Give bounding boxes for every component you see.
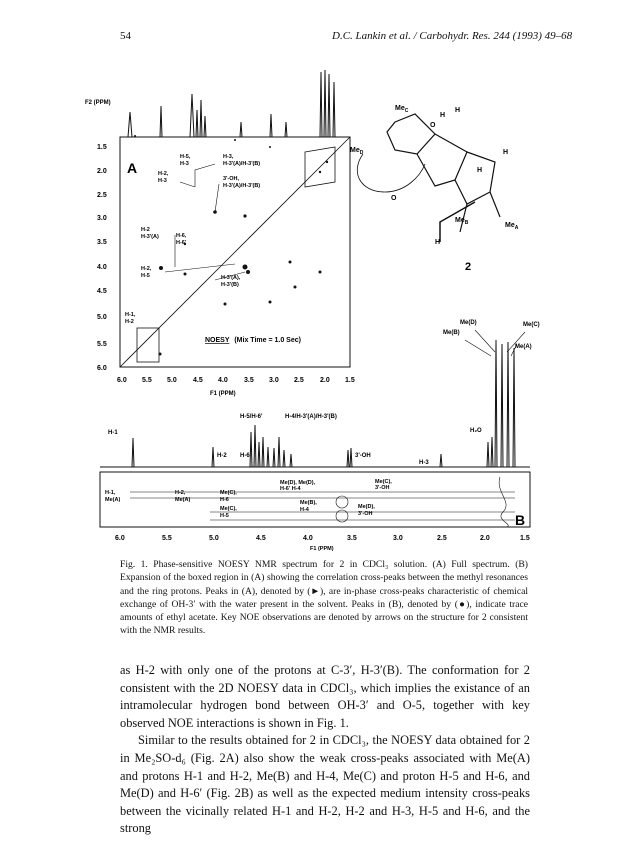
svg-text:H-1,: H-1, (105, 490, 116, 496)
svg-text:H-3'(A),: H-3'(A), (221, 275, 241, 281)
svg-text:H-3,: H-3, (223, 154, 234, 160)
svg-text:H-5: H-5 (220, 513, 229, 519)
structure-labels (350, 105, 519, 246)
proton-spectrum (100, 340, 530, 467)
svg-text:H-2,: H-2, (175, 490, 186, 496)
svg-text:MeA: $Me_A$ (505, 222, 519, 231)
svg-text:4.5: 4.5 (97, 288, 107, 295)
svg-text:1.5: 1.5 (97, 144, 107, 151)
noesy-label: NOESY (Mix Time = 1.0 Sec) (205, 337, 301, 344)
svg-text:2.5: 2.5 (294, 377, 304, 384)
svg-text:3.5: 3.5 (347, 535, 357, 542)
svg-text:Me(D),: Me(D), (358, 504, 375, 510)
svg-text:Me(A): Me(A) (175, 497, 191, 503)
svg-text:H-6': H-6' (176, 240, 187, 246)
svg-text:3.5: 3.5 (97, 239, 107, 246)
svg-text:6.0: 6.0 (115, 535, 125, 542)
svg-text:H-6: H-6 (240, 453, 250, 459)
svg-text:6.0: 6.0 (97, 365, 107, 372)
svg-text:H-2: H-2 (125, 319, 134, 325)
svg-text:H-2,: H-2, (158, 171, 169, 177)
svg-text:5.5: 5.5 (162, 535, 172, 542)
svg-text:2.5: 2.5 (437, 535, 447, 542)
svg-text:H-6,: H-6, (176, 233, 187, 239)
x-ticks-b (115, 535, 530, 542)
panel-a-labels (125, 154, 260, 325)
svg-text:Me(A): Me(A) (105, 497, 121, 503)
compound-number: 2 (465, 261, 472, 273)
svg-text:4.5: 4.5 (256, 535, 266, 542)
svg-text:H-6' H-4: H-6' H-4 (280, 486, 301, 492)
svg-text:H-3'(A): H-3'(A) (141, 234, 159, 240)
spectrum-labels (108, 414, 482, 466)
svg-text:3'-OH: 3'-OH (358, 511, 373, 517)
svg-text:H-3: H-3 (419, 460, 429, 466)
svg-text:H-5,: H-5, (180, 154, 191, 160)
svg-text:3'-OH: 3'-OH (375, 485, 390, 491)
svg-text:Me(B): Me(B) (443, 330, 460, 336)
svg-text:2.0: 2.0 (320, 377, 330, 384)
structure-2 (357, 114, 500, 242)
svg-text:H-6: H-6 (220, 497, 229, 503)
svg-text:Me(C),: Me(C), (220, 490, 237, 496)
x-axis-title-a: F1 (PPM) (210, 391, 236, 397)
svg-text:H: H (440, 112, 446, 119)
svg-text:H₂O: H₂O (470, 428, 482, 434)
svg-text:H: H (503, 149, 509, 156)
svg-text:Me(A): Me(A) (515, 344, 532, 350)
svg-text:5.5: 5.5 (142, 377, 152, 384)
paragraph-1: as H-2 with only one of the protons at C-3′, H-3′(B). The conformation for 2 consistent with the 2D NOESY data in CDCl₃, which implies the existance of an intramolecular hydrogen bond between OH-3′ and O-5, together with key observed NOE interactions is shown in Fig. 1. (120, 663, 530, 730)
running-title: D.C. Lankin et al. / Carbohydr. Res. 244 (1993) 49–68 (332, 30, 573, 42)
svg-text:Me(B),: Me(B), (300, 500, 317, 506)
svg-text:Me(D): Me(D) (460, 320, 477, 326)
svg-text:H-1: H-1 (108, 430, 118, 436)
svg-text:H-3'(A)/H-3'(B): H-3'(A)/H-3'(B) (223, 183, 261, 189)
panel-b-label: B (515, 512, 526, 528)
top-projection (120, 70, 350, 137)
svg-text:5.5: 5.5 (97, 341, 107, 348)
svg-text:H-4: H-4 (300, 507, 309, 513)
svg-text:Me(C),: Me(C), (375, 479, 392, 485)
svg-text:MeD: $Me_D$ (350, 147, 364, 156)
svg-text:3'-OH,: 3'-OH, (223, 176, 239, 182)
y-axis-title: F2 (PPM) (85, 100, 111, 106)
y-ticks (97, 144, 107, 372)
figure-caption: Fig. 1. Phase-sensitive NOESY NMR spectrum for 2 in CDCl₃ solution. (A) Full spectrum. (B) Expansion of the boxed region in (A) showing the correlation cross-peaks between the methyl resonances and the ring protons. Peaks in (A), denoted by (►), are in-phase cross-peaks characteristic of chemical exchange of OH-3′ with the water present in the solvent. Peaks in (B), denoted by (●), indicate trace amounts of ethyl acetate. Key NOE observations are denoted by arrows on the structure for 2 consistent with the NMR results. (120, 559, 528, 637)
page-number: 54 (120, 30, 131, 42)
x-ticks-a (117, 377, 355, 384)
svg-text:1.5: 1.5 (345, 377, 355, 384)
svg-text:1.5: 1.5 (520, 535, 530, 542)
noesy-2d-frame (120, 135, 350, 367)
svg-text:O: O (430, 122, 436, 129)
svg-text:6.0: 6.0 (117, 377, 127, 384)
svg-text:4.0: 4.0 (303, 535, 313, 542)
svg-text:H-4/H-3'(A)/H-3'(B): H-4/H-3'(A)/H-3'(B) (285, 414, 337, 420)
svg-text:H: H (455, 107, 461, 114)
svg-text:H-1,: H-1, (125, 312, 136, 318)
body-text (120, 662, 530, 838)
svg-text:4.0: 4.0 (218, 377, 228, 384)
svg-text:H: H (435, 239, 441, 246)
svg-text:3.0: 3.0 (97, 215, 107, 222)
x-axis-title-b: F1 (PPM) (310, 546, 334, 552)
svg-text:Me(C): Me(C) (523, 322, 540, 328)
svg-text:H-5: H-5 (141, 273, 150, 279)
svg-text:4.5: 4.5 (193, 377, 203, 384)
svg-text:H-2,: H-2, (141, 266, 152, 272)
svg-text:3.0: 3.0 (269, 377, 279, 384)
panel-a-label: A (127, 160, 138, 176)
svg-text:O: O (391, 195, 397, 202)
svg-text:H-2: H-2 (217, 453, 227, 459)
svg-text:H-3'(A)/H-3'(B): H-3'(A)/H-3'(B) (223, 161, 261, 167)
svg-text:H-3'(B): H-3'(B) (221, 282, 239, 288)
svg-text:2.0: 2.0 (480, 535, 490, 542)
svg-text:3.5: 3.5 (244, 377, 254, 384)
svg-text:2.5: 2.5 (97, 192, 107, 199)
paragraph-2: Similar to the results obtained for 2 in CDCl₃, the NOESY data obtained for 2 in Me₂SO-d₆ (Fig. 2A) also show the weak cross-peaks associated with Me(A) and protons H-1 and H-2, Me(B) and H-4, Me(C) and proton H-5 and H-6, and Me(D) and H-6′ (Fig. 2B) as well as the expected medium intensity cross-peaks between the vicinally related H-1 and H-2, H-2 and H-3, H-5 and H-6, and the strong (120, 733, 530, 836)
svg-text:5.0: 5.0 (167, 377, 177, 384)
svg-text:H-5/H-6': H-5/H-6' (240, 414, 263, 420)
svg-text:3'-OH: 3'-OH (355, 453, 371, 459)
svg-text:Me(D), Me(D),: Me(D), Me(D), (280, 480, 316, 486)
svg-text:5.0: 5.0 (209, 535, 219, 542)
svg-text:H-3: H-3 (158, 178, 167, 184)
svg-text:H: H (477, 167, 483, 174)
svg-text:H-3: H-3 (180, 161, 189, 167)
svg-text:MeB: $Me_B$ (455, 217, 469, 226)
panel-b (100, 472, 530, 528)
svg-text:MeC: $Me_C$ (395, 105, 409, 114)
svg-text:5.0: 5.0 (97, 314, 107, 321)
svg-text:Me(C),: Me(C), (220, 506, 237, 512)
svg-text:4.0: 4.0 (97, 264, 107, 271)
methyl-labels (443, 320, 540, 350)
figure-1 (85, 92, 540, 552)
svg-text:3.0: 3.0 (393, 535, 403, 542)
svg-text:H-2: H-2 (141, 227, 150, 233)
svg-text:2.0: 2.0 (97, 168, 107, 175)
